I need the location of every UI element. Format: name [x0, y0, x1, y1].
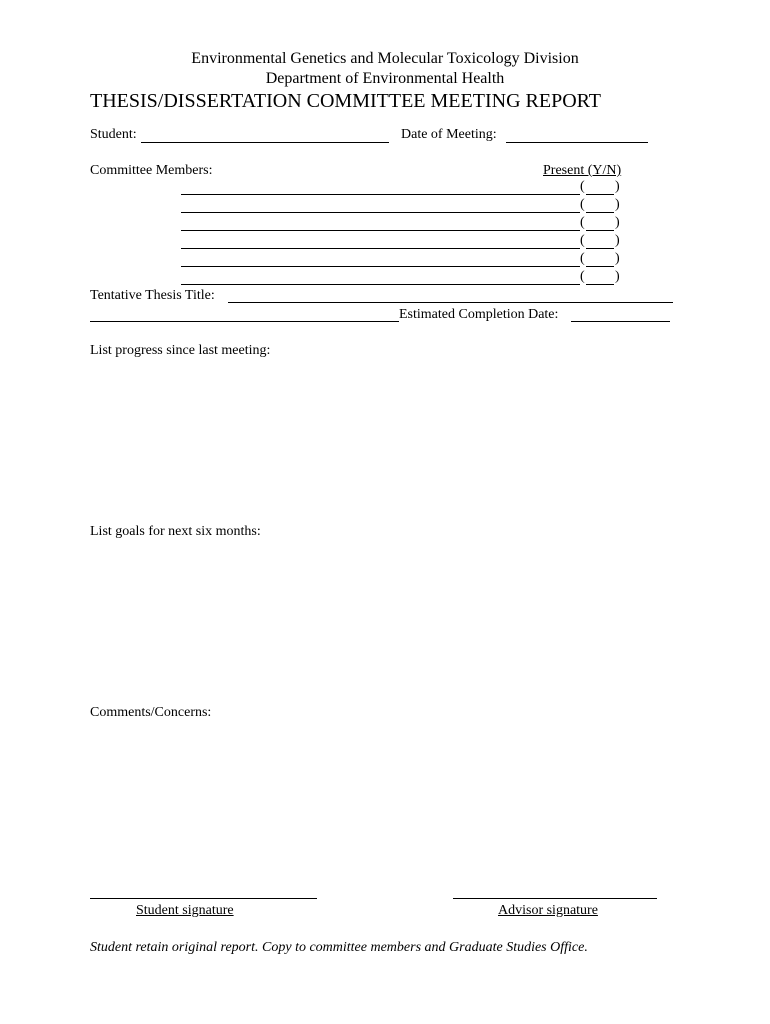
- present-yn-label: Present (Y/N): [543, 163, 622, 178]
- committee-member-name-field[interactable]: [183, 196, 577, 212]
- goals-textarea[interactable]: [90, 547, 680, 697]
- student-line: [141, 142, 389, 143]
- committee-member-line: [181, 248, 580, 249]
- estimated-completion-date-label: Estimated Completion Date:: [399, 307, 559, 322]
- committee-member-line: [181, 212, 580, 213]
- completion-date-field[interactable]: [573, 304, 669, 320]
- paren-close: ): [615, 179, 620, 194]
- completion-date-line: [571, 321, 670, 322]
- paren-open: (: [580, 251, 585, 266]
- committee-member-line: [181, 194, 580, 195]
- student-signature-label: Student signature: [136, 903, 234, 918]
- paren-open: (: [580, 179, 585, 194]
- committee-member-name-field[interactable]: [183, 232, 577, 248]
- committee-member-line: [181, 230, 580, 231]
- paren-close: ): [615, 233, 620, 248]
- committee-members-label: Committee Members:: [90, 163, 213, 178]
- paren-open: (: [580, 197, 585, 212]
- thesis-title-field[interactable]: [230, 285, 670, 301]
- present-yn-underline: [586, 212, 614, 213]
- paren-open: (: [580, 233, 585, 248]
- date-of-meeting-label: Date of Meeting:: [401, 127, 497, 142]
- goals-label: List goals for next six months:: [90, 524, 261, 539]
- committee-member-name-field[interactable]: [183, 178, 577, 194]
- paren-open: (: [580, 269, 585, 284]
- present-yn-underline: [586, 248, 614, 249]
- department-heading: Department of Environmental Health: [265, 70, 505, 87]
- thesis-title-line-1: [228, 302, 673, 303]
- division-heading: Environmental Genetics and Molecular Toxicology Division: [191, 50, 579, 67]
- date-of-meeting-line: [506, 142, 648, 143]
- student-label: Student:: [90, 127, 137, 142]
- page-title: THESIS/DISSERTATION COMMITTEE MEETING REPORT: [90, 90, 601, 112]
- paren-open: (: [580, 215, 585, 230]
- present-yn-underline: [586, 194, 614, 195]
- committee-member-name-field[interactable]: [183, 214, 577, 230]
- comments-textarea[interactable]: [90, 728, 680, 883]
- committee-member-name-field[interactable]: [183, 250, 577, 266]
- progress-textarea[interactable]: [90, 366, 680, 516]
- progress-label: List progress since last meeting:: [90, 343, 271, 358]
- committee-member-line: [181, 266, 580, 267]
- footer-note: Student retain original report. Copy to committee members and Graduate Studies Office.: [90, 940, 588, 955]
- paren-close: ): [615, 251, 620, 266]
- present-yn-underline: [586, 266, 614, 267]
- tentative-thesis-title-label: Tentative Thesis Title:: [90, 288, 215, 303]
- comments-label: Comments/Concerns:: [90, 705, 212, 720]
- present-yn-underline: [586, 230, 614, 231]
- paren-close: ): [615, 269, 620, 284]
- paren-close: ): [615, 215, 620, 230]
- date-of-meeting-field[interactable]: [508, 125, 646, 141]
- advisor-signature-line[interactable]: [453, 898, 657, 899]
- student-signature-line[interactable]: [90, 898, 317, 899]
- advisor-signature-label: Advisor signature: [498, 903, 598, 918]
- committee-member-name-field[interactable]: [183, 268, 577, 284]
- paren-close: ): [615, 197, 620, 212]
- student-field[interactable]: [143, 125, 387, 141]
- thesis-title-line-2: [90, 321, 399, 322]
